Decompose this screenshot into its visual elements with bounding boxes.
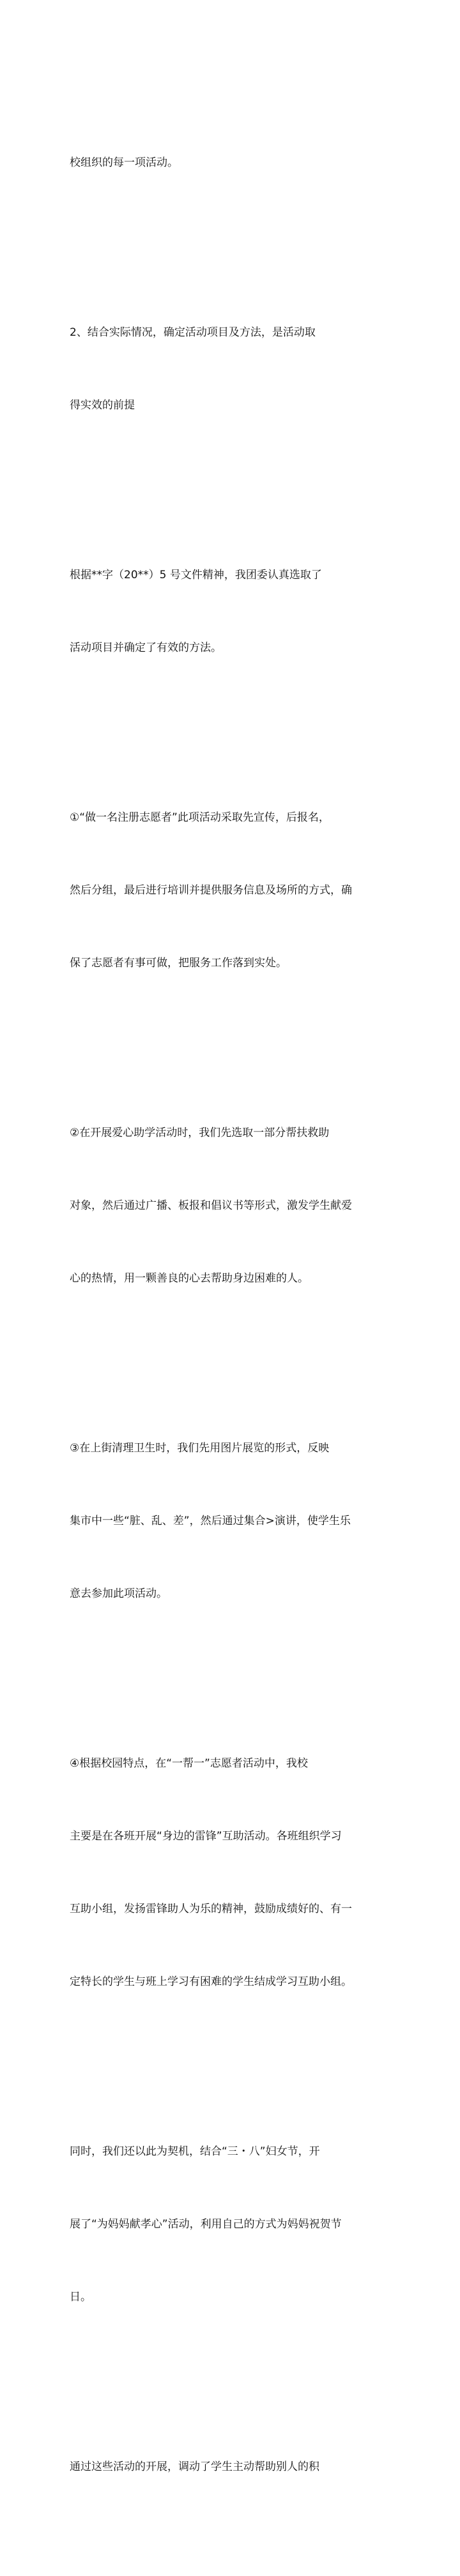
text-line: 日。 — [70, 2291, 91, 2303]
paragraph-2 — [70, 514, 389, 708]
paragraph-3 — [70, 757, 389, 1024]
text-line: 校组织的每一项活动。 — [70, 156, 178, 169]
paragraph-1 — [70, 272, 389, 466]
text-line: 对象，然后通过广播、板报和倡议书等形式，激发学生献爱 — [70, 1199, 352, 1212]
text-line: ④根据校园特点，在“一帮一”志愿者活动中，我校 — [70, 1757, 308, 1770]
text-line: 根据**字（20**）5 号文件精神，我团委认真选取了 — [70, 569, 322, 581]
paragraph-5 — [70, 1388, 389, 1654]
text-line: 活动项目并确定了有效的方法。 — [70, 641, 222, 654]
text-line: 展了“为妈妈献孝心”活动，利用自己的方式为妈妈祝贺节 — [70, 2218, 342, 2231]
text-line: 2、结合实际情况，确定活动项目及方法，是活动取 — [70, 326, 316, 339]
document-body — [70, 54, 389, 2576]
text-line: 保了志愿者有事可做，把服务工作落到实处。 — [70, 957, 287, 970]
paragraph-7 — [70, 2091, 389, 2358]
text-line: 互助小组，发扬雷锋助人为乐的精神，鼓励成绩好的、有一 — [70, 1903, 352, 1915]
paragraph-0 — [70, 102, 389, 223]
paragraph-6 — [70, 1703, 389, 2042]
text-line: 意去参加此项活动。 — [70, 1587, 167, 1600]
text-line: 得实效的前提 — [70, 399, 135, 412]
paragraph-8 — [70, 2406, 389, 2527]
paragraph-4 — [70, 1072, 389, 1339]
text-line: 通过这些活动的开展，调动了学生主动帮助别人的积 — [70, 2460, 319, 2473]
text-line: ②在开展爱心助学活动时，我们先选取一部分帮扶救助 — [70, 1127, 330, 1139]
text-line: 心的热情，用一颗善良的心去帮助身边困难的人。 — [70, 1272, 309, 1285]
text-line: 然后分组，最后进行培训并提供服务信息及场所的方式，确 — [70, 884, 352, 897]
text-line: 集市中一些“脏、乱、差”，然后通过集合>演讲，使学生乐 — [70, 1515, 351, 1527]
text-line: ③在上街清理卫生时，我们先用图片展览的形式，反映 — [70, 1442, 330, 1455]
text-line: 同时，我们还以此为契机，结合“三・八”妇女节，开 — [70, 2145, 320, 2158]
text-line: 定特长的学生与班上学习有困难的学生结成学习互助小组。 — [70, 1975, 352, 1988]
text-line: 主要是在各班开展“身边的雷锋”互助活动。各班组织学习 — [70, 1830, 342, 1843]
text-line: ①“做一名注册志愿者”此项活动采取先宣传，后报名， — [70, 811, 330, 824]
